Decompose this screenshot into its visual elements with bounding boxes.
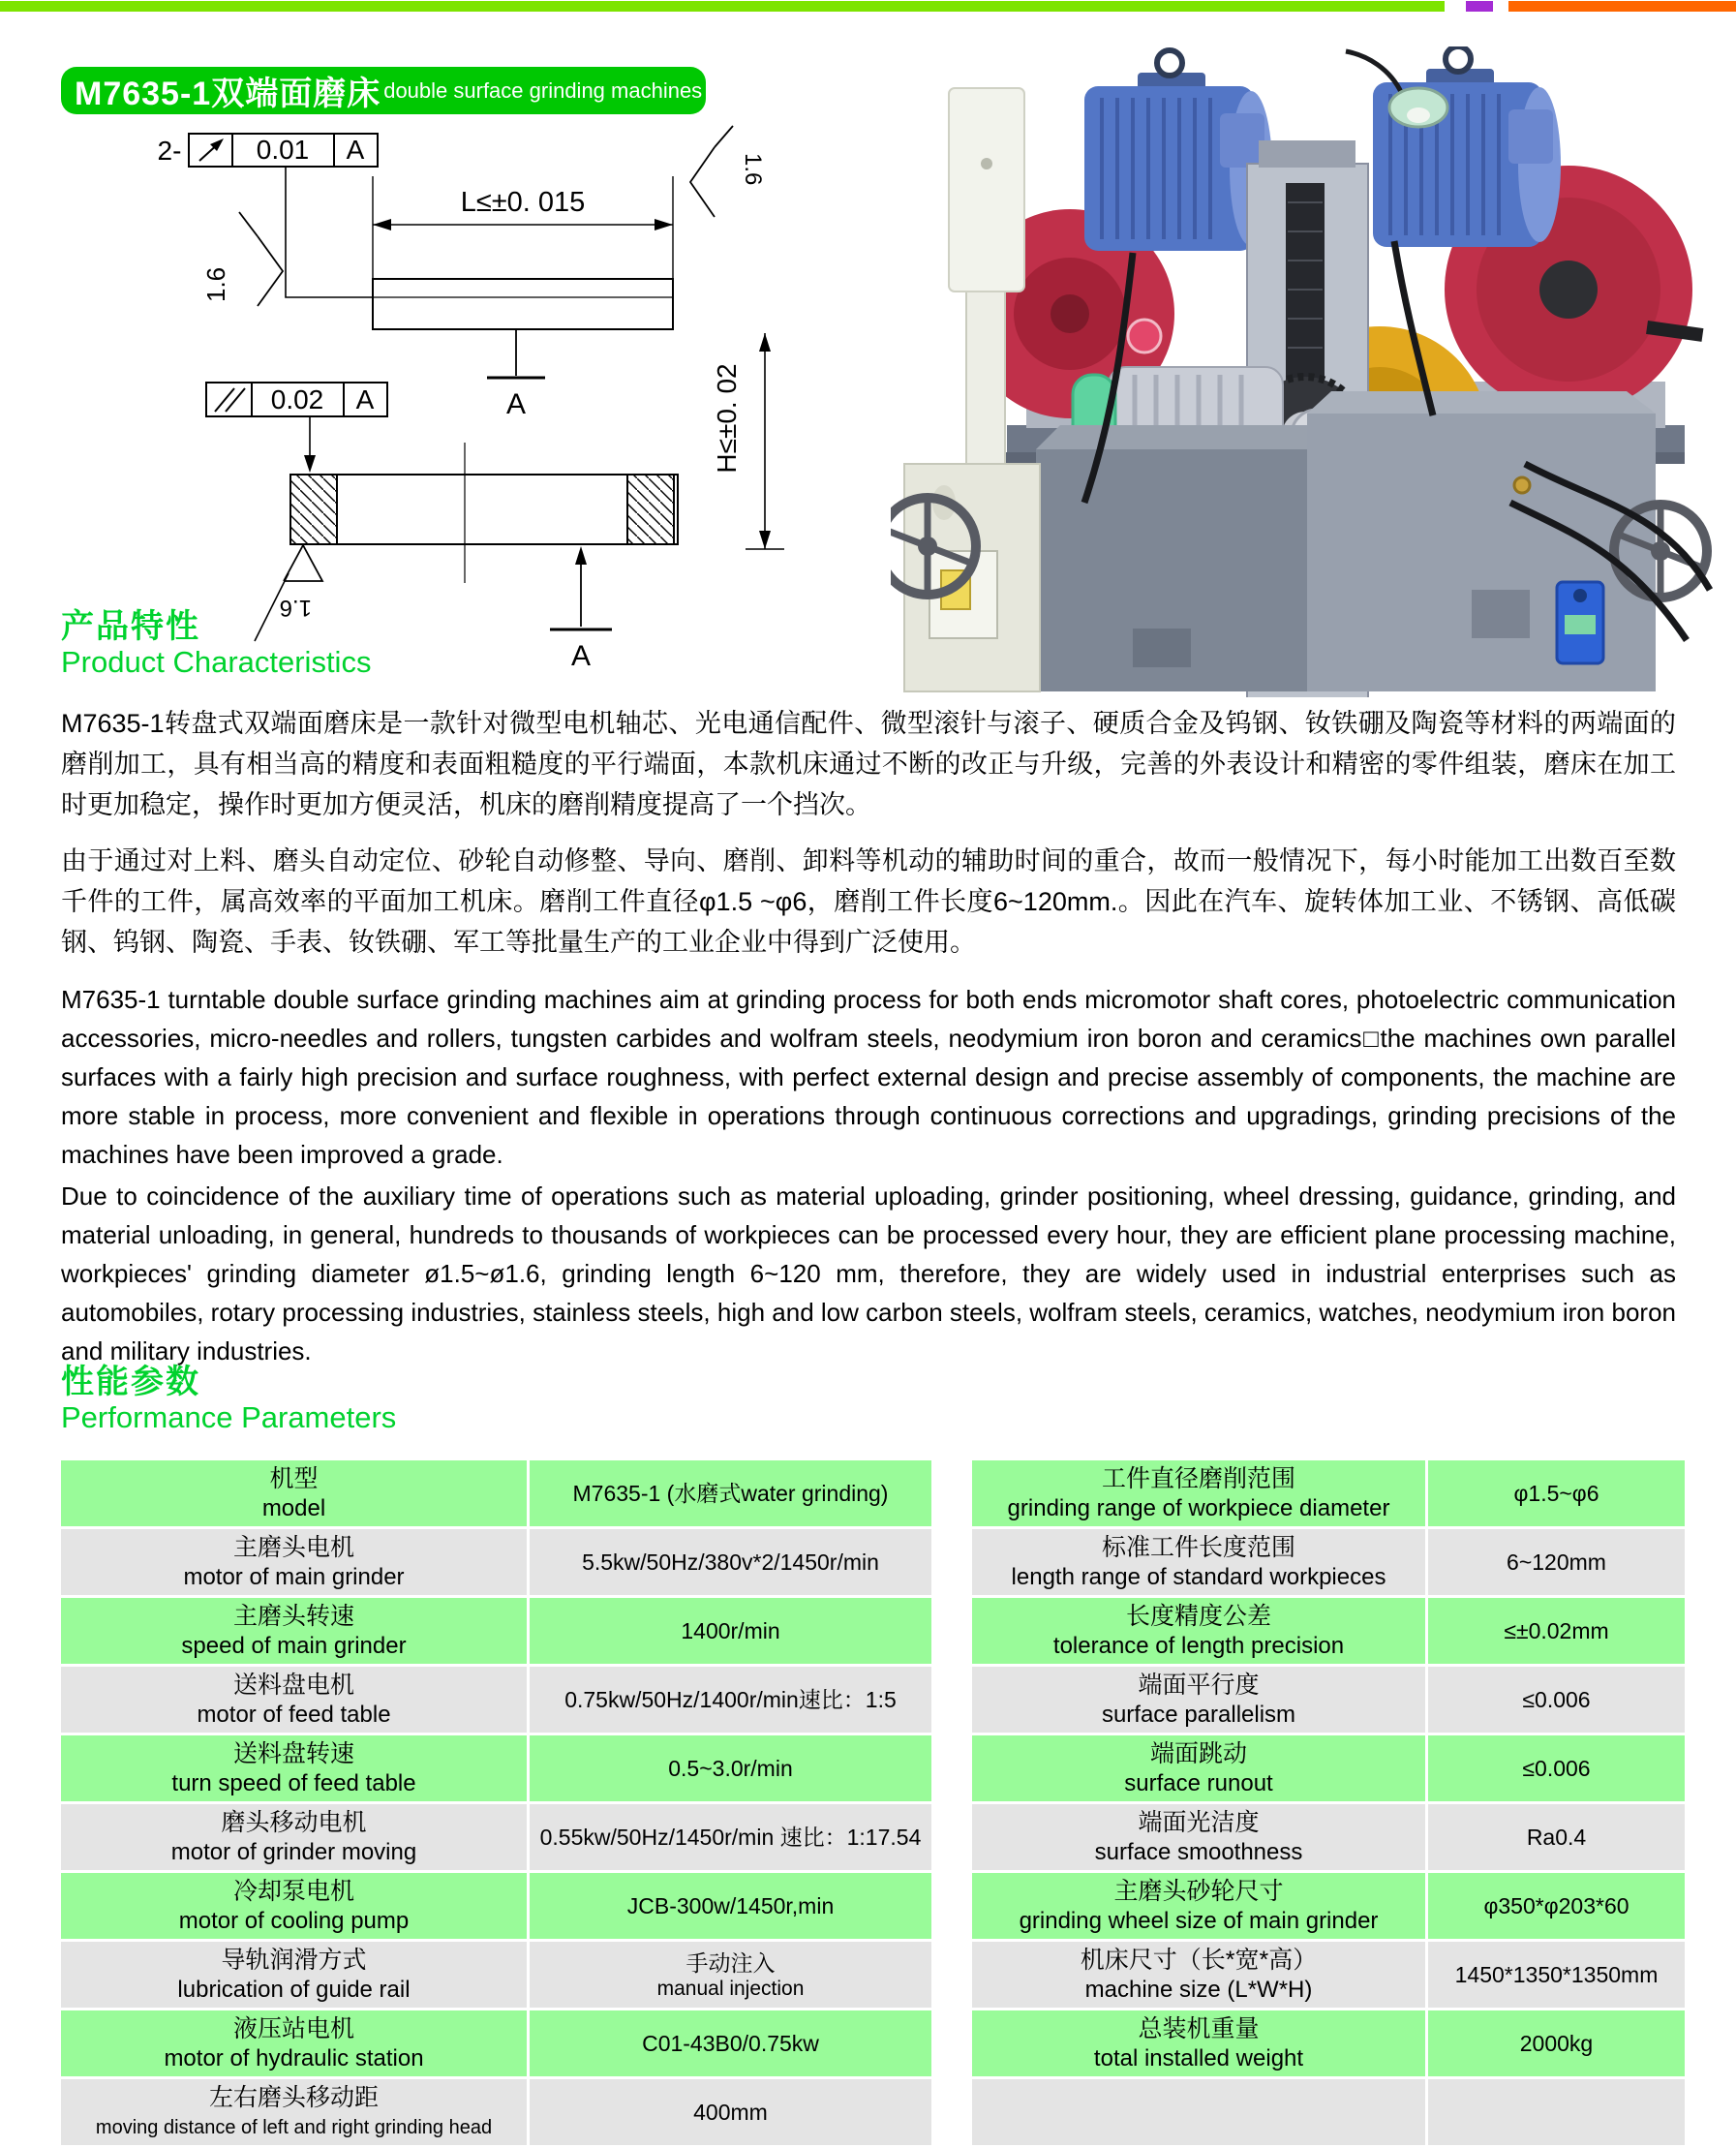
circular-runout-icon [199,138,224,161]
spec-row: 标准工件长度范围 length range of standard workpieces 6~120mm [972,1529,1685,1595]
parallelism-feature-control-frame [206,383,387,473]
datum-a-bottom [550,546,612,672]
height-dimension [712,333,784,549]
spec-row: 液压站电机 motor of hydraulic station C01-43B0/0.75kw [61,2010,931,2076]
spec-row: 工件直径磨削范围 grinding range of workpiece diameter φ1.5~φ6 [972,1460,1685,1526]
motor-left [1084,50,1272,251]
paragraph-zh-1: M7635-1转盘式双端面磨床是一款针对微型电机轴芯、光电通信配件、微型滚针与滚子、硬质合金及钨钢、钕铁硼及陶瓷等材料的两端面的磨削加工，具有相当高的精度和表面粗糙度的平行端面，本款机床通过不断的改正与升级，完善的外表设计和精密的零件组装，磨床在加工时更加稳定，操作时更加方便灵活，机床的磨削精度提高了一个挡次。 [61,709,1676,819]
spec-row: 机型 model M7635-1 (水磨式water grinding) [61,1460,931,1526]
section-characteristics-en: Product Characteristics [61,645,372,679]
top-bar-purple-segment [1466,1,1493,12]
svg-text:1.6: 1.6 [201,266,230,302]
spec-row: 磨头移动电机 motor of grinder moving 0.55kw/50Hz/1450r/min 速比：1:17.54 [61,1804,931,1870]
spec-row: 送料盘电机 motor of feed table 0.75kw/50Hz/1400r/min速比：1:5 [61,1667,931,1733]
paragraph-en-1: M7635-1 turntable double surface grinding machines aim at grinding process for both ends micromotor shaft cores, photoelectric communication accessories, micro-needles and rollers, tungsten carbides and wolfram steels, neodymium iron boron and ceramics□the machines own parallel surfaces with a fairly high precision and surface roughness, with perfect external design and precise assembly of components, the machine are more stable in process, more convenient and flexible in operations through continuous corrections and upgradings, grinding precisions of the machines have been improved a grade. [61,985,1676,1169]
hydraulic-valve [1557,582,1603,663]
spec-row-empty [972,2079,1685,2145]
datum-a-top [487,329,545,420]
workpiece-side-view [373,176,673,329]
svg-text:A: A [355,384,375,414]
svg-text:H≤±0. 02: H≤±0. 02 [712,363,742,474]
parallelism-icon [215,388,245,412]
paragraph-zh-2: 由于通过对上料、磨头自动定位、砂轮自动修整、导向、磨削、卸料等机动的辅助时间的重合，故而一般情况下，每小时能加工出数百至数千件的工件，属高效率的平面加工机床。磨削工件直径φ1.5 ~φ6，磨削工件长度6~120mm.。因此在汽车、旋转体加工业、不锈钢、高低碳钢、钨钢、陶瓷、手表、钕铁硼、军工等批量生产的工业企业中得到广泛使用。 [61,846,1676,957]
spec-row: 总装机重量 total installed weight 2000kg [972,2010,1685,2076]
section-parameters-zh: 性能参数 [61,1364,200,1400]
top-bar-orange-segment [1508,1,1736,12]
tolerance-drawing [68,118,784,690]
svg-text:0.01: 0.01 [256,135,310,165]
section-characteristics-zh: 产品特性 [61,608,200,645]
spec-table-left [61,1460,931,2148]
spec-row: 左右磨头移动距 moving distance of left and right grinding head 400mm [61,2079,931,2145]
svg-text:2-: 2- [157,136,182,166]
spec-table-right [972,1460,1685,2148]
svg-text:L≤±0. 015: L≤±0. 015 [460,187,586,218]
section-parameters [61,1364,396,1435]
spec-row: 端面跳动 surface runout ≤0.006 [972,1735,1685,1801]
top-bar-green-segment [0,1,1445,12]
paragraph-en-2: Due to coincidence of the auxiliary time of operations such as material uploading, grinder positioning, wheel dressing, guidance, grinding, and material unloading, in general, hundreds to thousands of workpieces can be processed every hour, they are efficient plane processing machine, workpieces' grinding diameter ø1.5~ø1.6, grinding length 6~120 mm, therefore, they are widely used in industrial enterprises such as automobiles, rotary processing industries, stainless steels, high and low carbon steels, wolfram steels, ceramics, watches, neodymium iron boron and military industries. [61,1181,1676,1366]
roughness-symbol-right [690,126,766,217]
svg-text:A: A [505,388,527,420]
section-characteristics [61,608,371,680]
spec-row: 主磨头转速 speed of main grinder 1400r/min [61,1598,931,1664]
machine-photo [891,46,1723,697]
spec-row: 主磨头电机 motor of main grinder 5.5kw/50Hz/380v*2/1450r/min [61,1529,931,1595]
runout-feature-control-frame [158,134,378,297]
motor-right [1373,46,1561,247]
svg-text:A: A [570,640,592,672]
spec-table [61,1460,1685,2148]
svg-text:1.6: 1.6 [740,153,766,186]
svg-text:A: A [346,135,365,165]
svg-text:0.02: 0.02 [270,384,324,414]
svg-text:1.6: 1.6 [279,595,312,621]
workpiece-section-view [290,443,678,583]
spec-row: 长度精度公差 tolerance of length precision ≤±0.02mm [972,1598,1685,1664]
roughness-symbol-left [201,212,283,306]
spec-row: 主磨头砂轮尺寸 grinding wheel size of main grinder φ350*φ203*60 [972,1873,1685,1939]
spec-row: 送料盘转速 turn speed of feed table 0.5~3.0r/min [61,1735,931,1801]
spec-row: 端面平行度 surface parallelism ≤0.006 [972,1667,1685,1733]
page-title [61,67,706,114]
section-parameters-en: Performance Parameters [61,1400,397,1434]
indicator-knob [1128,320,1161,353]
spec-row: 端面光洁度 surface smoothness Ra0.4 [972,1804,1685,1870]
page-title-en: double surface grinding machines [383,77,703,103]
spec-row: 冷却泵电机 motor of cooling pump JCB-300w/1450r,min [61,1873,931,1939]
spec-row: 导轨润滑方式 lubrication of guide rail 手动注入 manual injection [61,1942,931,2008]
page-title-zh: M7635-1双端面磨床 [75,76,381,112]
spec-row: 机床尺寸（长*宽*高） machine size (L*W*H) 1450*1350*1350mm [972,1942,1685,2008]
